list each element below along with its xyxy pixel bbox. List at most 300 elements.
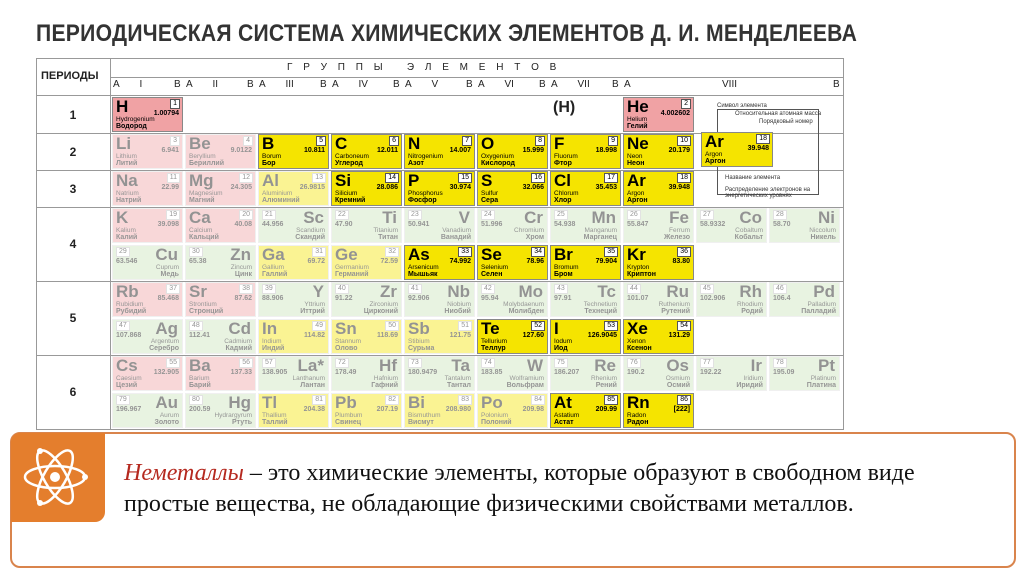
element-mass: 83.80 (672, 258, 690, 265)
element-number: 44 (627, 284, 641, 294)
element-latin-name: Calcium (189, 227, 213, 234)
element-symbol: Au (155, 393, 178, 412)
atom-icon (11, 433, 105, 522)
element-symbol: Ba (189, 356, 211, 375)
element-symbol: Be (189, 134, 211, 153)
period-number: 5 (69, 311, 77, 325)
element-russian-name: Ртуть (232, 419, 252, 426)
element-cell-co (696, 208, 767, 243)
element-russian-name: Бериллий (189, 160, 225, 167)
element-cell-kr (623, 245, 694, 280)
element-symbol: Mn (591, 208, 616, 227)
element-cell-s (477, 171, 548, 206)
element-mass: 95.94 (481, 295, 499, 302)
element-symbol: Bi (408, 393, 425, 412)
group-header-a: A (259, 79, 266, 90)
element-russian-name: Углерод (335, 160, 363, 167)
element-mass: 55.847 (627, 221, 649, 228)
element-cell-rb (112, 282, 183, 317)
group-header-number: III (285, 79, 294, 90)
legend-sample-russian: Аргон (705, 158, 726, 165)
element-cell-zn (185, 245, 256, 280)
element-cell-nb (404, 282, 475, 317)
element-latin-name: Rubidium (116, 301, 144, 308)
element-cell-si (331, 171, 402, 206)
element-mass: 1.00794 (153, 110, 179, 117)
element-mass: 6.941 (161, 147, 179, 154)
element-russian-name: Платина (806, 382, 836, 389)
element-symbol: Tl (262, 393, 278, 412)
element-latin-name: Osmium (665, 375, 690, 382)
element-symbol: Ni (818, 208, 835, 227)
element-russian-name: Сера (481, 197, 499, 204)
element-cell-n (404, 134, 475, 169)
element-symbol: Cr (524, 208, 543, 227)
element-number: 18 (677, 173, 691, 183)
element-russian-name: Таллий (262, 419, 288, 426)
element-symbol: Kr (627, 245, 646, 264)
element-latin-name: Vanadium (442, 227, 471, 234)
element-cell-ti (331, 208, 402, 243)
element-russian-name: Стронций (189, 308, 224, 315)
element-number: 33 (458, 247, 472, 257)
element-number: 77 (700, 358, 714, 368)
group-header-a: A (332, 79, 339, 90)
element-symbol: Tc (597, 282, 616, 301)
element-russian-name: Свинец (335, 419, 362, 426)
element-number: 46 (773, 284, 787, 294)
element-mass: 9.0122 (230, 147, 252, 154)
element-russian-name: Цинк (234, 271, 252, 278)
element-latin-name: Radon (627, 412, 647, 419)
element-russian-name: Кислород (481, 160, 516, 167)
element-mass: [222] (673, 406, 690, 413)
element-symbol: K (116, 208, 129, 227)
element-latin-name: Sulfur (481, 190, 498, 197)
element-latin-name: Argentum (150, 338, 179, 345)
element-latin-name: Hydrargyrum (214, 412, 252, 419)
group-header-b: B (612, 79, 619, 90)
element-cell-xe (623, 319, 694, 354)
element-mass: 39.098 (157, 221, 179, 228)
element-cell-b (258, 134, 329, 169)
element-latin-name: Chromium (514, 227, 544, 234)
element-symbol: Ne (627, 134, 649, 153)
legend-label: Название элемента (725, 175, 781, 181)
element-number: 82 (385, 395, 399, 405)
element-cell-be (185, 134, 256, 169)
element-cell-re (550, 356, 621, 391)
element-latin-name: Xenon (627, 338, 646, 345)
element-russian-name: Родий (741, 308, 763, 315)
legend-label: Порядковый номер (759, 119, 813, 125)
element-latin-name: Aurum (159, 412, 179, 419)
period-divider (37, 429, 844, 430)
element-number: 34 (531, 247, 545, 257)
element-mass: 79.904 (595, 258, 617, 265)
element-number: 76 (627, 358, 641, 368)
element-cell-at (550, 393, 621, 428)
element-number: 21 (262, 210, 276, 220)
element-symbol: Po (481, 393, 503, 412)
element-cell-ru (623, 282, 694, 317)
element-number: 32 (385, 247, 399, 257)
element-symbol: P (408, 171, 420, 190)
element-latin-name: Stibium (408, 338, 430, 345)
element-latin-name: Silicium (335, 190, 358, 197)
element-russian-name: Гафний (371, 382, 398, 389)
element-russian-name: Гелий (627, 123, 648, 130)
element-mass: 190.2 (627, 369, 645, 376)
element-mass: 74.992 (449, 258, 471, 265)
element-symbol: Zn (230, 245, 251, 264)
element-symbol: I (554, 319, 559, 338)
element-number: 19 (166, 210, 180, 220)
element-cell-os (623, 356, 694, 391)
element-cell-pt (769, 356, 840, 391)
element-cell-tc (550, 282, 621, 317)
element-mass: 85.468 (157, 295, 179, 302)
element-mass: 26.9815 (299, 184, 325, 191)
element-symbol: Nb (447, 282, 470, 301)
element-cell-p (404, 171, 475, 206)
element-symbol: Ta (451, 356, 470, 375)
element-russian-name: Германий (335, 271, 369, 278)
element-latin-name: Magnesium (189, 190, 223, 197)
element-mass: 40.08 (234, 221, 252, 228)
element-latin-name: Cadmium (224, 338, 252, 345)
element-symbol: Cl (554, 171, 571, 190)
element-number: 28 (773, 210, 787, 220)
element-mass: 35.453 (595, 184, 617, 191)
legend-label: Символ элемента (717, 103, 767, 109)
element-mass: 39.948 (668, 184, 690, 191)
element-mass: 58.70 (773, 221, 791, 228)
element-russian-name: Медь (160, 271, 179, 278)
element-number: 72 (335, 358, 349, 368)
element-cell-y (258, 282, 329, 317)
element-mass: 106.4 (773, 295, 791, 302)
element-mass: 44.956 (262, 221, 284, 228)
legend-sample-cell (701, 132, 773, 167)
element-number: 17 (604, 173, 618, 183)
element-number: 11 (167, 173, 180, 183)
element-number: 49 (312, 321, 326, 331)
header-divider (37, 95, 844, 96)
period-number: 2 (69, 144, 77, 159)
element-cell-la (258, 356, 329, 391)
element-symbol: Si (335, 171, 352, 190)
element-number: 40 (335, 284, 349, 294)
element-mass: 28.086 (376, 184, 398, 191)
element-russian-name: Калий (116, 234, 138, 241)
group-header-a: A (551, 79, 558, 90)
element-russian-name: Селен (481, 271, 503, 278)
element-mass: 209.99 (595, 406, 617, 413)
element-mass: 22.99 (161, 184, 179, 191)
legend-sample-number: 18 (756, 134, 770, 144)
element-mass: 192.22 (700, 369, 722, 376)
element-mass: 58.9332 (700, 221, 726, 228)
element-russian-name: Кобальт (734, 234, 763, 241)
element-cell-te (477, 319, 548, 354)
element-symbol: Ga (262, 245, 285, 264)
element-number: 1 (170, 99, 180, 109)
element-number: 22 (335, 210, 349, 220)
element-symbol: V (458, 208, 470, 227)
element-latin-name: Selenium (481, 264, 509, 271)
element-number: 6 (389, 136, 399, 146)
element-mass: 183.85 (481, 369, 503, 376)
element-cell-ne (623, 134, 694, 169)
element-latin-name: Niobium (447, 301, 471, 308)
element-mass: 91.22 (335, 295, 353, 302)
element-cell-hg (185, 393, 256, 428)
element-number: 31 (312, 247, 326, 257)
element-number: 42 (481, 284, 495, 294)
element-latin-name: Nitrogenium (408, 153, 444, 160)
element-russian-name: Рубидий (116, 308, 147, 315)
legend-label: Относительная атомная масса (735, 111, 822, 117)
element-symbol: Ca (189, 208, 211, 227)
element-number: 45 (700, 284, 714, 294)
element-number: 16 (531, 173, 545, 183)
definition-text (124, 458, 984, 520)
element-cell-na (112, 171, 183, 206)
header-divider (111, 77, 844, 78)
element-symbol: Fe (669, 208, 689, 227)
element-cell-c (331, 134, 402, 169)
element-russian-name: Теллур (481, 345, 506, 352)
group-header-number: VII (577, 79, 590, 90)
element-latin-name: Argon (627, 190, 645, 197)
element-latin-name: Chlorum (554, 190, 579, 197)
element-number: 84 (531, 395, 545, 405)
element-mass: 14.007 (449, 147, 471, 154)
element-cell-bi (404, 393, 475, 428)
element-mass: 30.974 (449, 184, 471, 191)
element-mass: 209.98 (522, 406, 544, 413)
element-symbol: Sr (189, 282, 207, 301)
element-latin-name: Niccolum (809, 227, 836, 234)
element-number: 55 (166, 358, 180, 368)
element-cell-i (550, 319, 621, 354)
element-cell-mn (550, 208, 621, 243)
element-russian-name: Бор (262, 160, 276, 167)
element-latin-name: Natrium (116, 190, 139, 197)
element-russian-name: Ниобий (444, 308, 471, 315)
element-russian-name: Галлий (262, 271, 288, 278)
element-cell-ca (185, 208, 256, 243)
element-number: 10 (677, 136, 691, 146)
element-russian-name: Хром (525, 234, 544, 241)
element-number: 73 (408, 358, 422, 368)
element-latin-name: Krypton (627, 264, 650, 271)
element-latin-name: Technetium (583, 301, 617, 308)
element-number: 14 (385, 173, 399, 183)
element-russian-name: Иттрий (300, 308, 325, 315)
element-cell-ir (696, 356, 767, 391)
element-russian-name: Лантан (300, 382, 325, 389)
element-symbol: Hf (379, 356, 397, 375)
element-symbol: Hg (228, 393, 251, 412)
element-latin-name: Gallium (262, 264, 285, 271)
element-cell-tl (258, 393, 329, 428)
element-russian-name: Молибден (508, 308, 544, 315)
element-mass: 78.96 (526, 258, 544, 265)
element-symbol: Cs (116, 356, 138, 375)
element-russian-name: Никель (810, 234, 836, 241)
element-russian-name: Кальций (189, 234, 219, 241)
element-mass: 132.905 (153, 369, 179, 376)
element-mass: 131.29 (668, 332, 690, 339)
element-russian-name: Индий (262, 345, 285, 352)
element-mass: 63.546 (116, 258, 138, 265)
element-latin-name: Helium (627, 116, 648, 123)
element-cell-al (258, 171, 329, 206)
group-header-a: A (113, 79, 120, 90)
element-number: 53 (604, 321, 618, 331)
element-cell-cl (550, 171, 621, 206)
periodic-table (36, 58, 844, 430)
element-russian-name: Фтор (554, 160, 572, 167)
element-symbol: Br (554, 245, 573, 264)
element-symbol: At (554, 393, 572, 412)
element-latin-name: Yttrium (304, 301, 325, 308)
element-latin-name: Beryllium (189, 153, 216, 160)
element-russian-name: Водород (116, 123, 147, 130)
element-cell-cs (112, 356, 183, 391)
element-symbol: N (408, 134, 421, 153)
period-number: 6 (69, 385, 77, 399)
element-russian-name: Кадмий (225, 345, 252, 352)
element-cell-k (112, 208, 183, 243)
element-number: 85 (604, 395, 618, 405)
element-symbol: Te (481, 319, 500, 338)
group-header-a: A (186, 79, 193, 90)
group-header-b: B (247, 79, 254, 90)
element-symbol: Ar (627, 171, 646, 190)
element-mass: 112.41 (189, 332, 211, 339)
element-number: 78 (773, 358, 787, 368)
element-number: 39 (262, 284, 276, 294)
group-header-a: A (405, 79, 412, 90)
element-latin-name: Wolframium (509, 375, 544, 382)
element-mass: 88.906 (262, 295, 284, 302)
element-cell-sn (331, 319, 402, 354)
element-cell-f (550, 134, 621, 169)
element-number: 38 (239, 284, 253, 294)
element-cell-br (550, 245, 621, 280)
definition-callout (10, 432, 1016, 568)
element-latin-name: Manganum (584, 227, 617, 234)
element-symbol: Rb (116, 282, 139, 301)
element-mass: 126.9045 (587, 332, 617, 339)
element-mass: 47.90 (335, 221, 353, 228)
element-russian-name: Магний (189, 197, 215, 204)
element-russian-name: Хлор (554, 197, 572, 204)
element-mass: 101.07 (627, 295, 649, 302)
element-number: 29 (116, 247, 130, 257)
element-russian-name: Иод (554, 345, 568, 352)
element-symbol: Na (116, 171, 138, 190)
element-latin-name: Ruthenium (658, 301, 690, 308)
element-russian-name: Иридий (736, 382, 763, 389)
element-cell-au (112, 393, 183, 428)
element-cell-h (112, 97, 183, 132)
element-number: 48 (189, 321, 203, 331)
group-header-b: B (833, 79, 840, 90)
element-latin-name: Hydrogenium (116, 116, 155, 123)
element-cell-he (623, 97, 694, 132)
element-cell-sr (185, 282, 256, 317)
element-mass: 127.60 (522, 332, 544, 339)
element-cell-ga (258, 245, 329, 280)
periods-label: ПЕРИОДЫ (41, 70, 99, 82)
legend-label: Распределение электронов на энергетических уровнях (725, 187, 811, 199)
legend-sample-mass: 39.948 (747, 145, 769, 152)
element-mass: 97.91 (554, 295, 572, 302)
element-number: 5 (316, 136, 326, 146)
element-latin-name: Phosphorus (408, 190, 443, 197)
element-russian-name: Скандий (295, 234, 325, 241)
element-number: 2 (681, 99, 691, 109)
element-latin-name: Thallium (262, 412, 287, 419)
element-russian-name: Олово (335, 345, 358, 352)
element-russian-name: Вольфрам (506, 382, 544, 389)
element-latin-name: Titanium (373, 227, 398, 234)
element-number: 50 (385, 321, 399, 331)
element-symbol: Cu (155, 245, 178, 264)
element-mass: 102.906 (700, 295, 726, 302)
element-mass: 65.38 (189, 258, 207, 265)
element-latin-name: Strontium (189, 301, 217, 308)
element-russian-name: Тантал (447, 382, 471, 389)
group-header-b: B (393, 79, 400, 90)
element-cell-cu (112, 245, 183, 280)
element-symbol: Ag (155, 319, 178, 338)
element-mass: 20.179 (668, 147, 690, 154)
element-cell-sc (258, 208, 329, 243)
element-cell-mg (185, 171, 256, 206)
element-cell-v (404, 208, 475, 243)
element-mass: 50.941 (408, 221, 430, 228)
group-header-b: B (320, 79, 327, 90)
groups-label: Г Р У П П Ы Э Л Е М Е Н Т О В (287, 62, 561, 73)
element-russian-name: Барий (189, 382, 211, 389)
element-cell-w (477, 356, 548, 391)
element-symbol: O (481, 134, 495, 153)
element-number: 3 (170, 136, 180, 146)
element-number: 13 (312, 173, 326, 183)
element-russian-name: Ванадий (440, 234, 471, 241)
element-symbol: He (627, 97, 649, 116)
element-number: 79 (116, 395, 130, 405)
element-mass: 10.811 (303, 147, 325, 154)
group-header-number: VIII (722, 79, 738, 90)
element-russian-name: Фосфор (408, 197, 437, 204)
element-mass: 15.999 (522, 147, 544, 154)
element-latin-name: Bromum (554, 264, 579, 271)
element-mass: 118.69 (376, 332, 398, 339)
element-cell-ba (185, 356, 256, 391)
element-number: 8 (535, 136, 545, 146)
element-russian-name: Висмут (408, 419, 434, 426)
element-symbol: Sn (335, 319, 357, 338)
element-mass: 137.33 (230, 369, 252, 376)
element-mass: 32.066 (522, 184, 544, 191)
element-russian-name: Натрий (116, 197, 142, 204)
